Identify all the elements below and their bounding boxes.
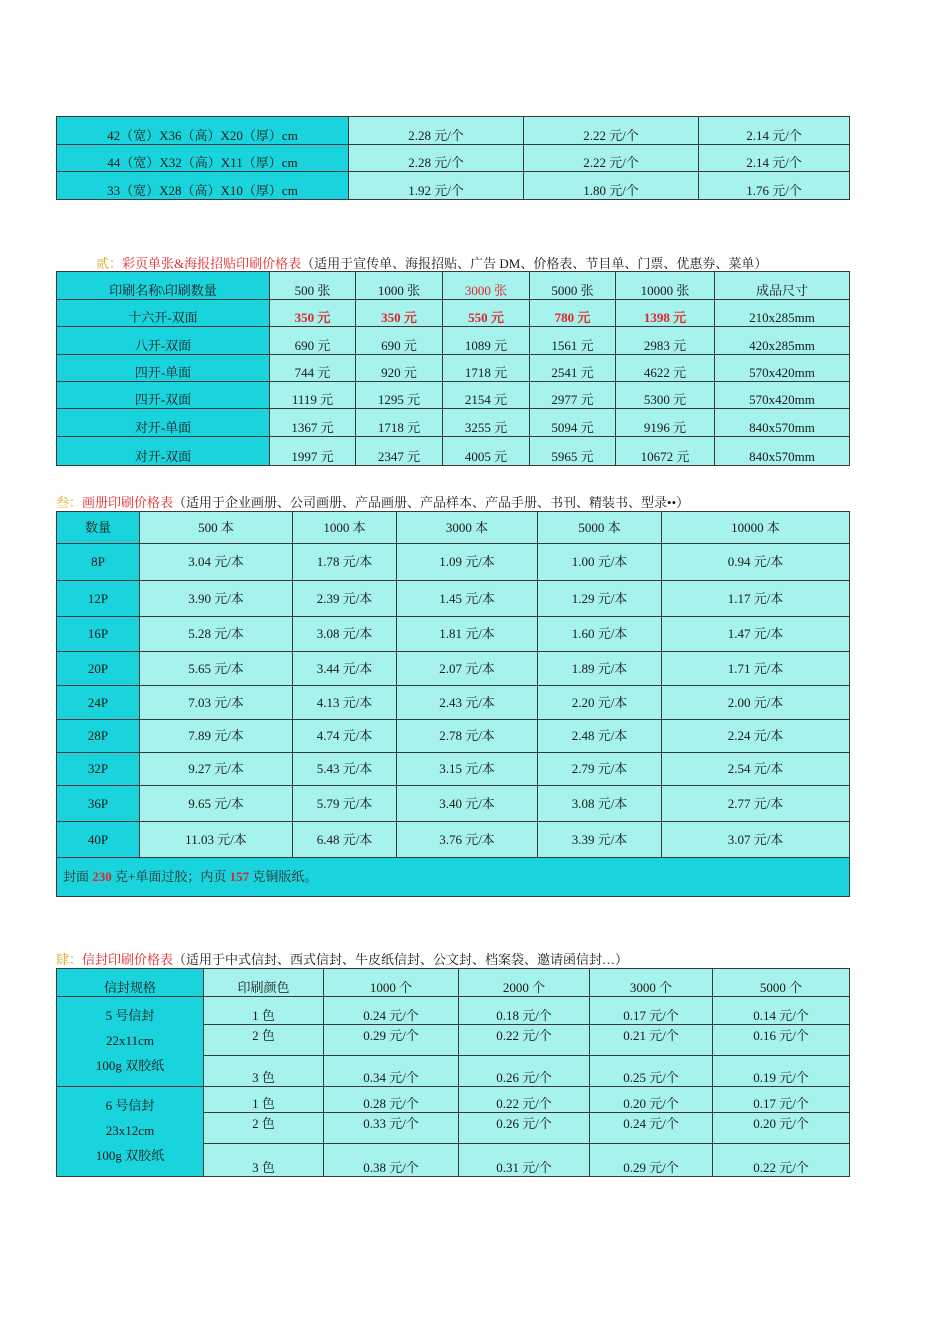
- price-cell: 9196 元: [616, 409, 715, 437]
- price-cell: 1997 元: [270, 437, 356, 466]
- box-size-cell: 33（宽）X28（高）X10（厚）cm: [57, 172, 349, 200]
- price-cell: 5300 元: [616, 382, 715, 409]
- price-cell: 2.39 元/本: [293, 581, 397, 617]
- page-count-cell: 32P: [57, 753, 140, 786]
- section-title-text: 信封印刷价格表: [82, 952, 174, 967]
- envelope-spec-line: 5 号信封: [105, 1008, 155, 1023]
- price-cell: 2.22 元/个: [524, 117, 699, 145]
- price-cell: 1561 元: [530, 327, 616, 355]
- price-cell: 1119 元: [270, 382, 356, 409]
- price-cell: 2.14 元/个: [699, 117, 850, 145]
- table-header-row: [57, 512, 850, 544]
- price-cell: 1.71 元/本: [662, 652, 850, 686]
- price-cell: 0.34 元/个: [324, 1056, 459, 1087]
- price-cell: 2.07 元/本: [397, 652, 538, 686]
- price-cell: 5.28 元/本: [140, 617, 293, 652]
- size-cell: 420x285mm: [715, 327, 850, 355]
- price-cell: 690 元: [356, 327, 443, 355]
- section-title-text: 彩页单张&海报招贴印刷价格表: [122, 256, 302, 271]
- page-count-cell: 40P: [57, 822, 140, 858]
- price-cell: 0.18 元/个: [459, 997, 590, 1025]
- box-price-table: [56, 116, 850, 200]
- color-count-cell: 3 色: [204, 1056, 324, 1087]
- table-header-row: [57, 272, 850, 300]
- price-cell: 2.28 元/个: [349, 145, 524, 172]
- price-cell: 0.20 元/个: [590, 1087, 713, 1113]
- envelope-section-title: [56, 952, 628, 968]
- price-cell: 780 元: [530, 300, 616, 327]
- box-size-cell: 44（宽）X32（高）X11（厚）cm: [57, 145, 349, 172]
- header-cell: 5000 个: [713, 969, 850, 997]
- product-name-cell: 八开-双面: [57, 327, 270, 355]
- product-name-cell: 四开-双面: [57, 382, 270, 409]
- album-section-title: [56, 495, 689, 511]
- album-price-table: [56, 511, 850, 897]
- price-cell: 4.74 元/本: [293, 720, 397, 753]
- table-row: [57, 581, 850, 617]
- price-cell: 0.31 元/个: [459, 1144, 590, 1177]
- price-cell: 690 元: [270, 327, 356, 355]
- table-row: [57, 172, 850, 200]
- price-cell: 1398 元: [616, 300, 715, 327]
- price-cell: 0.94 元/本: [662, 544, 850, 581]
- price-cell: 1.76 元/个: [699, 172, 850, 200]
- header-cell: 1000 张: [356, 272, 443, 300]
- table-row: [57, 1087, 850, 1113]
- table-row: [57, 382, 850, 409]
- price-cell: 1.80 元/个: [524, 172, 699, 200]
- page-count-cell: 16P: [57, 617, 140, 652]
- price-cell: 550 元: [443, 300, 530, 327]
- price-cell: 0.26 元/个: [459, 1113, 590, 1144]
- color-count-cell: 1 色: [204, 997, 324, 1025]
- price-cell: 0.25 元/个: [590, 1056, 713, 1087]
- price-cell: 3.44 元/本: [293, 652, 397, 686]
- page-count-cell: 24P: [57, 686, 140, 720]
- table-header-row: [57, 969, 850, 997]
- table-note-row: [57, 858, 850, 897]
- price-cell: 0.22 元/个: [713, 1144, 850, 1177]
- price-cell: 3.04 元/本: [140, 544, 293, 581]
- price-cell: 350 元: [270, 300, 356, 327]
- price-cell: 920 元: [356, 355, 443, 382]
- price-cell: 2.28 元/个: [349, 117, 524, 145]
- page-count-cell: 12P: [57, 581, 140, 617]
- price-cell: 3.39 元/本: [538, 822, 662, 858]
- price-cell: 0.17 元/个: [590, 997, 713, 1025]
- size-cell: 210x285mm: [715, 300, 850, 327]
- price-cell: 5094 元: [530, 409, 616, 437]
- page-count-cell: 8P: [57, 544, 140, 581]
- envelope-spec-line: 22x11cm: [106, 1033, 154, 1048]
- envelope-spec-line: 100g 双胶纸: [95, 1148, 165, 1163]
- price-cell: 2.24 元/本: [662, 720, 850, 753]
- price-cell: 5.79 元/本: [293, 786, 397, 822]
- table-row: [57, 544, 850, 581]
- price-cell: 1.89 元/本: [538, 652, 662, 686]
- header-cell: 5000 张: [530, 272, 616, 300]
- box-size-cell: 42（宽）X36（高）X20（厚）cm: [57, 117, 349, 145]
- price-cell: 2.54 元/本: [662, 753, 850, 786]
- price-cell: 3.08 元/本: [538, 786, 662, 822]
- price-cell: 1.29 元/本: [538, 581, 662, 617]
- color-count-cell: 1 色: [204, 1087, 324, 1113]
- price-cell: 11.03 元/本: [140, 822, 293, 858]
- price-cell: 1.60 元/本: [538, 617, 662, 652]
- price-cell: 4.13 元/本: [293, 686, 397, 720]
- price-cell: 2.43 元/本: [397, 686, 538, 720]
- price-cell: 2.77 元/本: [662, 786, 850, 822]
- price-cell: 2541 元: [530, 355, 616, 382]
- price-cell: 6.48 元/本: [293, 822, 397, 858]
- price-cell: 1.47 元/本: [662, 617, 850, 652]
- price-cell: 4005 元: [443, 437, 530, 466]
- price-cell: 10672 元: [616, 437, 715, 466]
- header-cell: 3000 个: [590, 969, 713, 997]
- price-cell: 1.78 元/本: [293, 544, 397, 581]
- color-count-cell: 2 色: [204, 1113, 324, 1144]
- price-cell: 4622 元: [616, 355, 715, 382]
- color-count-cell: 2 色: [204, 1025, 324, 1056]
- table-row: [57, 327, 850, 355]
- header-cell: 印刷颜色: [204, 969, 324, 997]
- note-number: 230: [92, 869, 112, 884]
- price-cell: 2347 元: [356, 437, 443, 466]
- price-cell: 2.78 元/本: [397, 720, 538, 753]
- price-cell: 0.21 元/个: [590, 1025, 713, 1056]
- price-cell: 2.48 元/本: [538, 720, 662, 753]
- price-cell: 0.24 元/个: [590, 1113, 713, 1144]
- price-cell: 0.29 元/个: [590, 1144, 713, 1177]
- price-cell: 1.17 元/本: [662, 581, 850, 617]
- color-count-cell: 3 色: [204, 1144, 324, 1177]
- header-cell: 500 张: [270, 272, 356, 300]
- price-cell: 9.27 元/本: [140, 753, 293, 786]
- envelope-spec-line: 23x12cm: [105, 1123, 155, 1138]
- page-count-cell: 28P: [57, 720, 140, 753]
- table-row: [57, 997, 850, 1025]
- header-cell: 10000 张: [616, 272, 715, 300]
- price-cell: 1.81 元/本: [397, 617, 538, 652]
- price-cell: 1367 元: [270, 409, 356, 437]
- note-number: 157: [229, 869, 250, 884]
- price-cell: 1.92 元/个: [349, 172, 524, 200]
- price-cell: 5.43 元/本: [293, 753, 397, 786]
- price-cell: 744 元: [270, 355, 356, 382]
- table-row: [57, 720, 850, 753]
- price-cell: 3.08 元/本: [293, 617, 397, 652]
- price-cell: 0.19 元/个: [713, 1056, 850, 1087]
- header-cell: 成品尺寸: [715, 272, 850, 300]
- size-cell: 570x420mm: [715, 355, 850, 382]
- table-row: [57, 786, 850, 822]
- section-number: 贰：: [96, 256, 123, 271]
- header-cell: 2000 个: [459, 969, 590, 997]
- size-cell: 570x420mm: [715, 382, 850, 409]
- product-name-cell: 对开-双面: [57, 437, 270, 466]
- price-cell: 0.14 元/个: [713, 997, 850, 1025]
- price-cell: 0.38 元/个: [324, 1144, 459, 1177]
- price-cell: 3.76 元/本: [397, 822, 538, 858]
- price-cell: 3.40 元/本: [397, 786, 538, 822]
- price-cell: 2.14 元/个: [699, 145, 850, 172]
- price-cell: 1089 元: [443, 327, 530, 355]
- table-row: [57, 753, 850, 786]
- price-cell: 3.15 元/本: [397, 753, 538, 786]
- price-cell: 7.03 元/本: [140, 686, 293, 720]
- price-cell: 2.20 元/本: [538, 686, 662, 720]
- section-subtitle: （适用于宣传单、海报招贴、广告 DM、价格表、节目单、门票、优惠券、菜单）: [301, 256, 768, 271]
- price-cell: 7.89 元/本: [140, 720, 293, 753]
- note-text: 封面: [63, 869, 93, 884]
- header-cell: 5000 本: [538, 512, 662, 544]
- page-count-cell: 20P: [57, 652, 140, 686]
- section-subtitle: （适用于中式信封、西式信封、牛皮纸信封、公文封、档案袋、邀请函信封…）: [173, 952, 629, 967]
- price-cell: 0.22 元/个: [459, 1025, 590, 1056]
- header-cell: 信封规格: [57, 969, 204, 997]
- envelope-spec-cell: [57, 997, 204, 1087]
- header-cell: 3000 本: [397, 512, 538, 544]
- price-cell: 350 元: [356, 300, 443, 327]
- envelope-price-table: [56, 968, 850, 1177]
- price-cell: 0.17 元/个: [713, 1087, 850, 1113]
- price-cell: 3.90 元/本: [140, 581, 293, 617]
- envelope-spec-line: 6 号信封: [105, 1098, 155, 1113]
- price-cell: 2983 元: [616, 327, 715, 355]
- price-cell: 1295 元: [356, 382, 443, 409]
- envelope-spec-cell: [57, 1087, 204, 1177]
- product-name-cell: 对开-单面: [57, 409, 270, 437]
- size-cell: 840x570mm: [715, 437, 850, 466]
- price-cell: 0.22 元/个: [459, 1087, 590, 1113]
- price-cell: 1.00 元/本: [538, 544, 662, 581]
- header-cell: 500 本: [140, 512, 293, 544]
- price-cell: 5965 元: [530, 437, 616, 466]
- table-row: [57, 300, 850, 327]
- price-cell: 2.00 元/本: [662, 686, 850, 720]
- envelope-spec-line: 100g 双胶纸: [95, 1058, 165, 1073]
- table-row: [57, 617, 850, 652]
- header-cell: 印刷名称\印刷数量: [57, 272, 270, 300]
- price-cell: 2977 元: [530, 382, 616, 409]
- table-row: [57, 117, 850, 145]
- price-cell: 1.45 元/本: [397, 581, 538, 617]
- flyer-section-title: [96, 256, 767, 272]
- price-cell: 2.79 元/本: [538, 753, 662, 786]
- price-cell: 3255 元: [443, 409, 530, 437]
- header-cell: 1000 个: [324, 969, 459, 997]
- price-cell: 9.65 元/本: [140, 786, 293, 822]
- section-number: 肆：: [56, 952, 83, 967]
- header-cell: 3000 张: [443, 272, 530, 300]
- note-text: 克铜版纸。: [249, 869, 318, 884]
- page-count-cell: 36P: [57, 786, 140, 822]
- price-cell: 2154 元: [443, 382, 530, 409]
- section-number: 叁：: [56, 495, 83, 510]
- price-cell: 1718 元: [356, 409, 443, 437]
- table-row: [57, 409, 850, 437]
- price-cell: 1.09 元/本: [397, 544, 538, 581]
- table-row: [57, 822, 850, 858]
- section-title-text: 画册印刷价格表: [82, 495, 174, 510]
- price-cell: 3.07 元/本: [662, 822, 850, 858]
- price-cell: 0.16 元/个: [713, 1025, 850, 1056]
- price-cell: 2.22 元/个: [524, 145, 699, 172]
- table-row: [57, 437, 850, 466]
- header-cell: 10000 本: [662, 512, 850, 544]
- table-row: [57, 355, 850, 382]
- price-cell: 0.24 元/个: [324, 997, 459, 1025]
- note-text: 克+单面过胶；内页: [111, 869, 230, 884]
- header-cell: 1000 本: [293, 512, 397, 544]
- table-row: [57, 145, 850, 172]
- price-cell: 0.33 元/个: [324, 1113, 459, 1144]
- table-row: [57, 652, 850, 686]
- price-cell: 0.29 元/个: [324, 1025, 459, 1056]
- header-cell: 数量: [57, 512, 140, 544]
- table-row: [57, 686, 850, 720]
- price-cell: 0.28 元/个: [324, 1087, 459, 1113]
- price-cell: 0.26 元/个: [459, 1056, 590, 1087]
- price-cell: 1718 元: [443, 355, 530, 382]
- price-cell: 5.65 元/本: [140, 652, 293, 686]
- section-subtitle: （适用于企业画册、公司画册、产品画册、产品样本、产品手册、书刊、精装书、型录••）: [173, 495, 690, 510]
- flyer-price-table: [56, 271, 850, 466]
- price-cell: 0.20 元/个: [713, 1113, 850, 1144]
- size-cell: 840x570mm: [715, 409, 850, 437]
- paper-note: [57, 858, 850, 897]
- product-name-cell: 十六开-双面: [57, 300, 270, 327]
- product-name-cell: 四开-单面: [57, 355, 270, 382]
